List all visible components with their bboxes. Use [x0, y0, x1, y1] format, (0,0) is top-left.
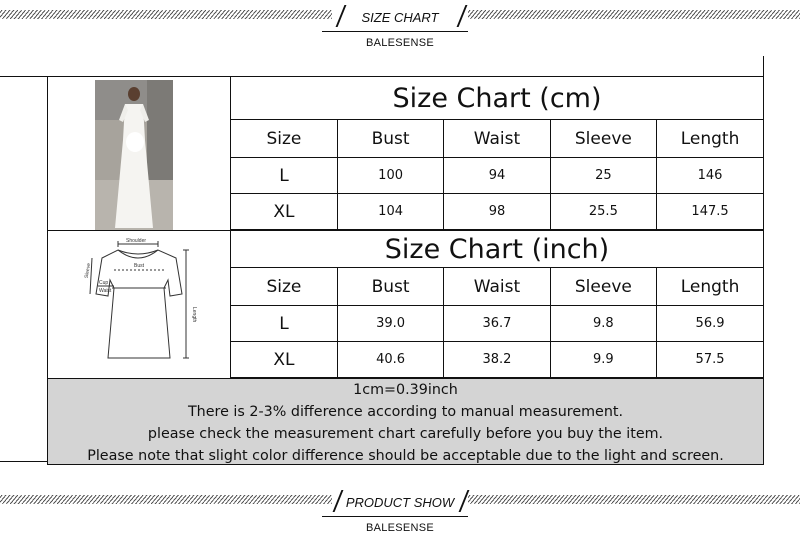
model-photo-cell	[48, 77, 231, 230]
cm-header-size: Size	[231, 120, 337, 158]
inch-row-l	[231, 306, 763, 342]
inch-header-sleeve: Sleeve	[550, 268, 656, 306]
cm-row-xl	[231, 194, 763, 230]
cm-row-l	[231, 158, 763, 194]
inch-cell: 57.5	[657, 342, 763, 378]
cm-cell: L	[231, 158, 337, 194]
inch-header-waist: Waist	[444, 268, 550, 306]
inch-table	[231, 231, 763, 378]
size-chart	[47, 76, 764, 465]
diagram-waist-label: Waist	[99, 288, 112, 294]
banner-title: PRODUCT SHOW	[345, 495, 455, 510]
frame-top-left-line	[0, 76, 47, 77]
cm-cell: 25	[550, 158, 656, 194]
note-line: Please note that slight color difference should be acceptable due to the light and screen.	[87, 448, 724, 464]
banner-brand: BALESENSE	[365, 522, 435, 534]
cm-cell: 146	[657, 158, 763, 194]
cm-cell: 25.5	[550, 194, 656, 230]
frame-right-line	[763, 56, 764, 77]
cm-header-bust: Bust	[337, 120, 443, 158]
inch-chart-title: Size Chart (inch)	[231, 231, 763, 268]
inch-header-length: Length	[657, 268, 763, 306]
note-line: There is 2-3% difference according to manual measurement.	[187, 404, 624, 420]
banner-underline	[322, 516, 468, 517]
inch-cell: 56.9	[657, 306, 763, 342]
inch-row-xl	[231, 342, 763, 378]
inch-cell: 40.6	[337, 342, 443, 378]
banner-title: SIZE CHART	[361, 10, 439, 25]
cm-cell: 94	[444, 158, 550, 194]
cm-cell: 147.5	[657, 194, 763, 230]
cm-cell: 104	[337, 194, 443, 230]
cm-header-row	[231, 120, 763, 158]
cm-header-length: Length	[657, 120, 763, 158]
cm-chart-title: Size Chart (cm)	[231, 77, 763, 120]
diagram-sleeve-label: Sleeve	[83, 262, 93, 279]
inch-header-bust: Bust	[337, 268, 443, 306]
inch-cell: 9.8	[550, 306, 656, 342]
cm-cell: 98	[444, 194, 550, 230]
notes-box	[48, 378, 763, 464]
model-photo	[95, 80, 173, 230]
cm-header-waist: Waist	[444, 120, 550, 158]
diagram-bust-label: Bust	[134, 263, 145, 269]
cm-cell: XL	[231, 194, 337, 230]
cm-table	[231, 77, 763, 230]
diagram-shoulder-label: Shoulder	[126, 238, 147, 244]
cm-section	[48, 77, 763, 230]
inch-cell: 9.9	[550, 342, 656, 378]
cm-cell: 100	[337, 158, 443, 194]
banner-brand: BALESENSE	[365, 37, 435, 49]
diagram-length-label: Length	[191, 307, 197, 323]
inch-cell: 38.2	[444, 342, 550, 378]
banner-underline	[322, 31, 468, 32]
inch-header-row	[231, 268, 763, 306]
note-line: 1cm=0.39inch	[353, 382, 458, 398]
diagram-cup-label: Cup	[99, 280, 109, 286]
note-line: please check the measurement chart carefully before you buy the item.	[147, 426, 664, 442]
inch-section	[48, 230, 763, 378]
bottom-banner	[0, 489, 800, 534]
cm-header-sleeve: Sleeve	[550, 120, 656, 158]
inch-cell: XL	[231, 342, 337, 378]
top-banner	[0, 4, 800, 49]
inch-cell: L	[231, 306, 337, 342]
inch-cell: 39.0	[337, 306, 443, 342]
inch-header-size: Size	[231, 268, 337, 306]
inch-cell: 36.7	[444, 306, 550, 342]
dress-diagram	[78, 236, 198, 371]
diagram-cell	[48, 231, 231, 378]
